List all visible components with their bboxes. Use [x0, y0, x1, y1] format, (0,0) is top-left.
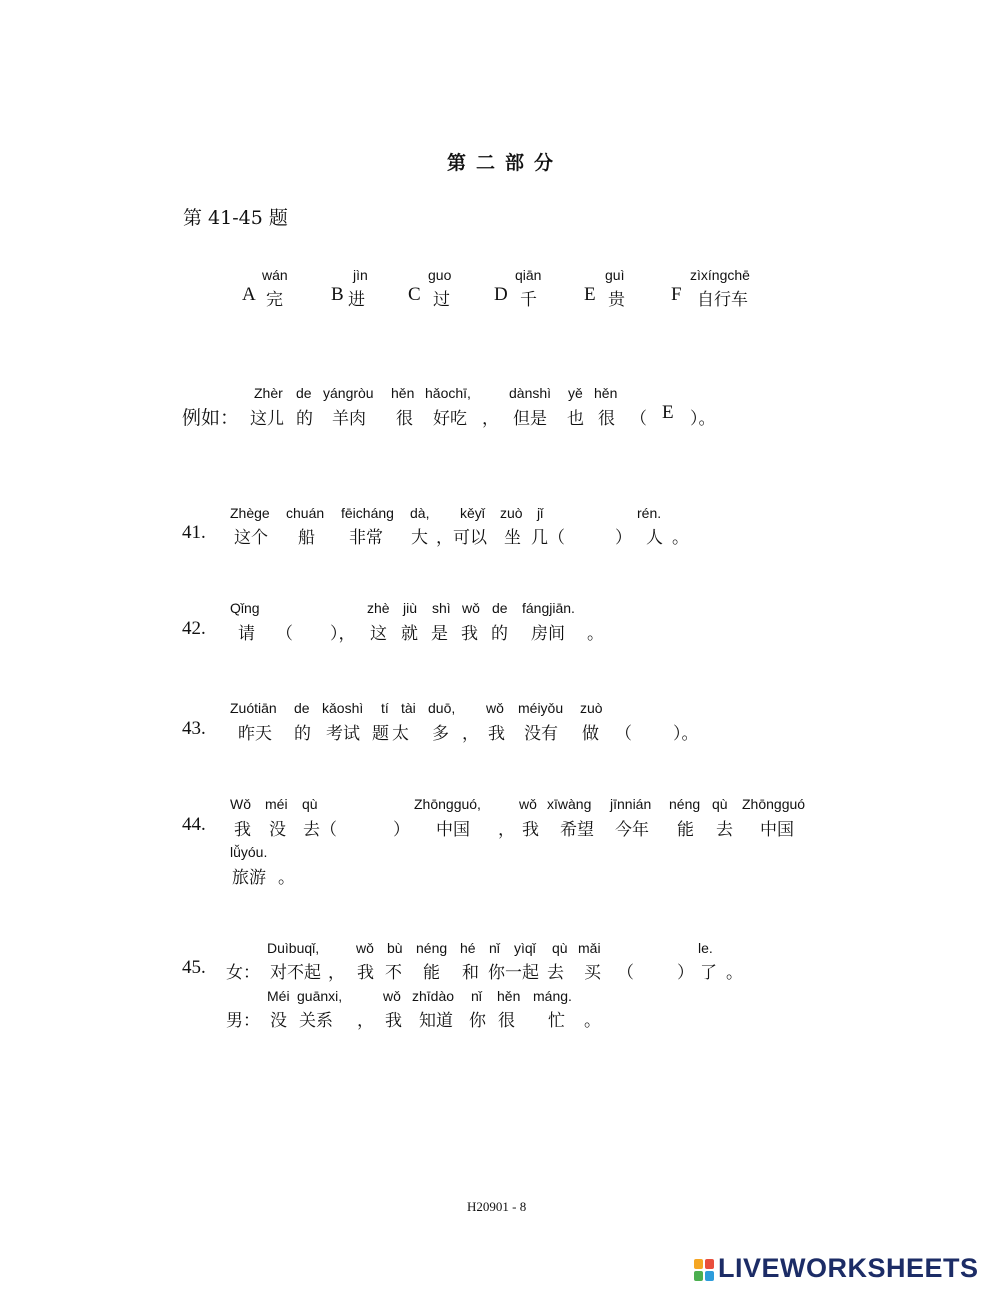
- hanzi-word: 忙: [548, 1011, 565, 1031]
- option-e-letter: E: [584, 284, 596, 305]
- pinyin-word: máng.: [533, 988, 572, 1004]
- pinyin-word: le.: [698, 940, 713, 956]
- hanzi-word: 希望: [560, 820, 594, 840]
- hanzi-word: （: [615, 724, 632, 744]
- hanzi-word: 这: [370, 624, 387, 644]
- hanzi-word: 你: [469, 1011, 486, 1031]
- pinyin-word: hěn: [391, 385, 415, 401]
- hanzi-word: 去（: [303, 820, 337, 840]
- hanzi-word: 就: [401, 624, 418, 644]
- speaker-female: 女：: [226, 963, 260, 983]
- option-a-pinyin: wán: [262, 267, 288, 283]
- logo-text: LIVEWORKSHEETS: [718, 1253, 979, 1283]
- pinyin-word: qù: [712, 796, 728, 812]
- hanzi-word: 。: [587, 624, 604, 644]
- question-number: 43.: [182, 718, 206, 739]
- hanzi-word: ，可以: [436, 528, 487, 548]
- answer-blank[interactable]: ），: [330, 624, 356, 644]
- pinyin-word: wǒ: [356, 940, 374, 956]
- option-f-pinyin: zìxíngchē: [690, 267, 750, 283]
- hanzi-word: 。: [726, 963, 743, 983]
- pinyin-word: fēicháng: [341, 505, 394, 521]
- hanzi-word: 非常: [349, 528, 383, 548]
- pinyin-word: guānxi,: [297, 988, 343, 1004]
- pinyin-word: jiù: [403, 600, 418, 616]
- pinyin-word: zhīdào: [412, 988, 455, 1004]
- hanzi-word: 去: [547, 963, 564, 983]
- pinyin-word: Zhèr: [254, 385, 283, 401]
- hanzi-word: 昨天: [238, 724, 272, 744]
- hanzi-word: 羊肉: [332, 409, 366, 429]
- option-b-hanzi: 进: [348, 290, 365, 310]
- hanzi-word: ，: [357, 1011, 374, 1031]
- pinyin-word: Zhōngguó,: [414, 796, 481, 812]
- page-code: H20901 - 8: [467, 1199, 527, 1214]
- hanzi-word: 题: [372, 724, 389, 744]
- hanzi-word: 关系: [299, 1011, 333, 1031]
- hanzi-word: 船: [298, 528, 315, 548]
- section-subtitle: 第 41-45 题: [183, 207, 288, 229]
- hanzi-word: 请: [238, 624, 255, 644]
- hanzi-word: 中国: [760, 820, 794, 840]
- hanzi-word: （: [630, 409, 647, 429]
- pinyin-word: Zhōngguó: [742, 796, 806, 812]
- hanzi-word: 是: [431, 624, 448, 644]
- pinyin-word: néng: [416, 940, 448, 956]
- hanzi-word: （: [617, 963, 634, 983]
- question-number: 44.: [182, 814, 206, 835]
- pinyin-word: Zhège: [230, 505, 270, 521]
- hanzi-word: 的: [294, 724, 311, 744]
- hanzi-word: 但是: [513, 409, 547, 429]
- pinyin-word: fángjiān.: [522, 600, 575, 616]
- hanzi-word: 你: [488, 963, 505, 983]
- hanzi-word: 房间: [531, 624, 565, 644]
- pinyin-word: qù: [552, 940, 568, 956]
- option-b-pinyin: jìn: [353, 267, 368, 283]
- answer-blank[interactable]: ）: [615, 528, 632, 548]
- pinyin-word: bù: [387, 940, 403, 956]
- hanzi-word: 好吃: [433, 409, 467, 429]
- question-number: 41.: [182, 522, 206, 543]
- pinyin-word: kǎoshì: [322, 700, 364, 716]
- hanzi-word: 做: [582, 724, 599, 744]
- answer-blank[interactable]: ）: [393, 820, 410, 840]
- hanzi-word: 很: [598, 409, 615, 429]
- pinyin-word: Qǐng: [230, 600, 260, 616]
- pinyin-word: jīnnián: [610, 796, 652, 812]
- hanzi-word: 对不起: [270, 963, 321, 983]
- pinyin-word: Zuótiān: [230, 700, 277, 716]
- option-b-letter: B: [331, 284, 344, 305]
- option-e-pinyin: guì: [605, 267, 625, 283]
- hanzi-word: 买: [584, 963, 601, 983]
- pinyin-word: tài: [401, 700, 416, 716]
- hanzi-word: 这个: [234, 528, 268, 548]
- hanzi-word: 考试: [326, 724, 360, 744]
- option-c-letter: C: [408, 284, 421, 305]
- pinyin-word: hǎochī,: [425, 385, 471, 401]
- option-c-hanzi: 过: [433, 290, 450, 310]
- pinyin-word: de: [294, 700, 310, 716]
- pinyin-word: hěn: [594, 385, 618, 401]
- hanzi-word: 一起: [505, 963, 539, 983]
- hanzi-word: 很: [498, 1011, 515, 1031]
- hanzi-word: 没: [270, 1011, 287, 1031]
- pinyin-word: Méi: [267, 988, 290, 1004]
- pinyin-word: jǐ: [537, 505, 544, 521]
- hanzi-word: ，: [482, 409, 499, 429]
- pinyin-word: zuò: [580, 700, 603, 716]
- pinyin-word: nǐ: [471, 988, 482, 1004]
- hanzi-word: 。: [278, 868, 295, 888]
- option-e-hanzi: 贵: [608, 290, 625, 310]
- pinyin-word: néng: [669, 796, 701, 812]
- logo-square-1: [694, 1259, 703, 1269]
- option-d-letter: D: [494, 284, 508, 305]
- hanzi-word: 旅游: [232, 868, 266, 888]
- pinyin-word: zuò: [500, 505, 523, 521]
- hanzi-word: 的: [491, 624, 508, 644]
- answer-blank[interactable]: ）。: [673, 724, 699, 744]
- pinyin-word: de: [296, 385, 312, 401]
- option-d-pinyin: qiān: [515, 267, 542, 283]
- option-f-hanzi: 自行车: [697, 290, 748, 310]
- pinyin-word: wǒ: [519, 796, 537, 812]
- pinyin-word: dànshì: [509, 385, 552, 401]
- hanzi-word: ）。: [690, 409, 716, 429]
- hanzi-word: 不: [385, 963, 402, 983]
- hanzi-word: 很: [396, 409, 413, 429]
- option-a-letter: A: [242, 284, 256, 305]
- hanzi-word: 和: [462, 963, 479, 983]
- hanzi-word: 这儿: [250, 409, 284, 429]
- hanzi-word: 能: [423, 963, 440, 983]
- hanzi-word: 知道: [419, 1011, 453, 1031]
- hanzi-word: 了: [700, 963, 717, 983]
- pinyin-word: wǒ: [462, 600, 480, 616]
- logo-square-2: [705, 1259, 714, 1269]
- hanzi-word: 我: [522, 820, 539, 840]
- pinyin-word: shì: [432, 600, 451, 616]
- pinyin-word: duō,: [428, 700, 456, 716]
- hanzi-word: 的: [296, 409, 313, 429]
- hanzi-word: 多: [432, 724, 449, 744]
- pinyin-word: wǒ: [486, 700, 504, 716]
- hanzi-word: 大: [411, 528, 428, 548]
- option-a-hanzi: 完: [266, 290, 283, 310]
- option-f-letter: F: [671, 284, 682, 305]
- option-c-pinyin: guo: [428, 267, 452, 283]
- pinyin-word: de: [492, 600, 508, 616]
- hanzi-word: 几（: [531, 528, 565, 548]
- pinyin-word: yángròu: [323, 385, 374, 401]
- speaker-male: 男：: [226, 1011, 260, 1031]
- example-answer: E: [662, 402, 674, 423]
- option-d-hanzi: 千: [520, 290, 537, 310]
- hanzi-word: 能: [677, 820, 694, 840]
- question-number: 42.: [182, 618, 206, 639]
- pinyin-word: méiyǒu: [518, 700, 564, 716]
- pinyin-word: yìqǐ: [514, 940, 536, 956]
- pinyin-word: xīwàng: [547, 796, 592, 812]
- hanzi-word: ，: [328, 963, 345, 983]
- hanzi-word: 中国: [436, 820, 470, 840]
- pinyin-word: kěyǐ: [460, 505, 485, 521]
- pinyin-word: Duìbuqǐ,: [267, 940, 320, 956]
- pinyin-word: wǒ: [383, 988, 401, 1004]
- pinyin-word: lǚyóu.: [230, 844, 268, 860]
- hanzi-word: 也: [567, 409, 584, 429]
- hanzi-word: 我: [385, 1011, 402, 1031]
- example-label: 例如：: [182, 407, 240, 429]
- logo-square-3: [694, 1271, 703, 1281]
- pinyin-word: tí: [381, 700, 389, 716]
- hanzi-word: 我: [461, 624, 478, 644]
- hanzi-word: 没有: [524, 724, 558, 744]
- page-title: 第二部分: [447, 152, 564, 174]
- pinyin-word: dà,: [410, 505, 430, 521]
- hanzi-word: 。: [672, 528, 689, 548]
- question-number: 45.: [182, 957, 206, 978]
- pinyin-word: chuán: [286, 505, 325, 521]
- hanzi-word: 我: [357, 963, 374, 983]
- pinyin-word: hěn: [497, 988, 521, 1004]
- pinyin-word: zhè: [367, 600, 390, 616]
- pinyin-word: méi: [265, 796, 288, 812]
- pinyin-word: hé: [460, 940, 476, 956]
- hanzi-word: 没: [269, 820, 286, 840]
- hanzi-word: 。: [584, 1011, 601, 1031]
- hanzi-word: 去: [716, 820, 733, 840]
- pinyin-word: rén.: [637, 505, 662, 521]
- hanzi-word: ，: [462, 724, 479, 744]
- answer-blank[interactable]: ）: [677, 963, 694, 983]
- pinyin-word: qù: [302, 796, 318, 812]
- hanzi-word: ，: [498, 820, 515, 840]
- logo-square-4: [705, 1271, 714, 1281]
- hanzi-word: 坐: [504, 528, 521, 548]
- hanzi-word: 人: [646, 528, 663, 548]
- hanzi-word: （: [276, 624, 293, 644]
- pinyin-word: nǐ: [489, 940, 500, 956]
- pinyin-word: Wǒ: [230, 796, 251, 812]
- pinyin-word: mǎi: [578, 940, 601, 956]
- hanzi-word: 我: [234, 820, 251, 840]
- pinyin-word: yě: [568, 385, 583, 401]
- logo-icon: [694, 1259, 716, 1283]
- hanzi-word: 太: [392, 724, 409, 744]
- hanzi-word: 我: [488, 724, 505, 744]
- hanzi-word: 今年: [615, 820, 649, 840]
